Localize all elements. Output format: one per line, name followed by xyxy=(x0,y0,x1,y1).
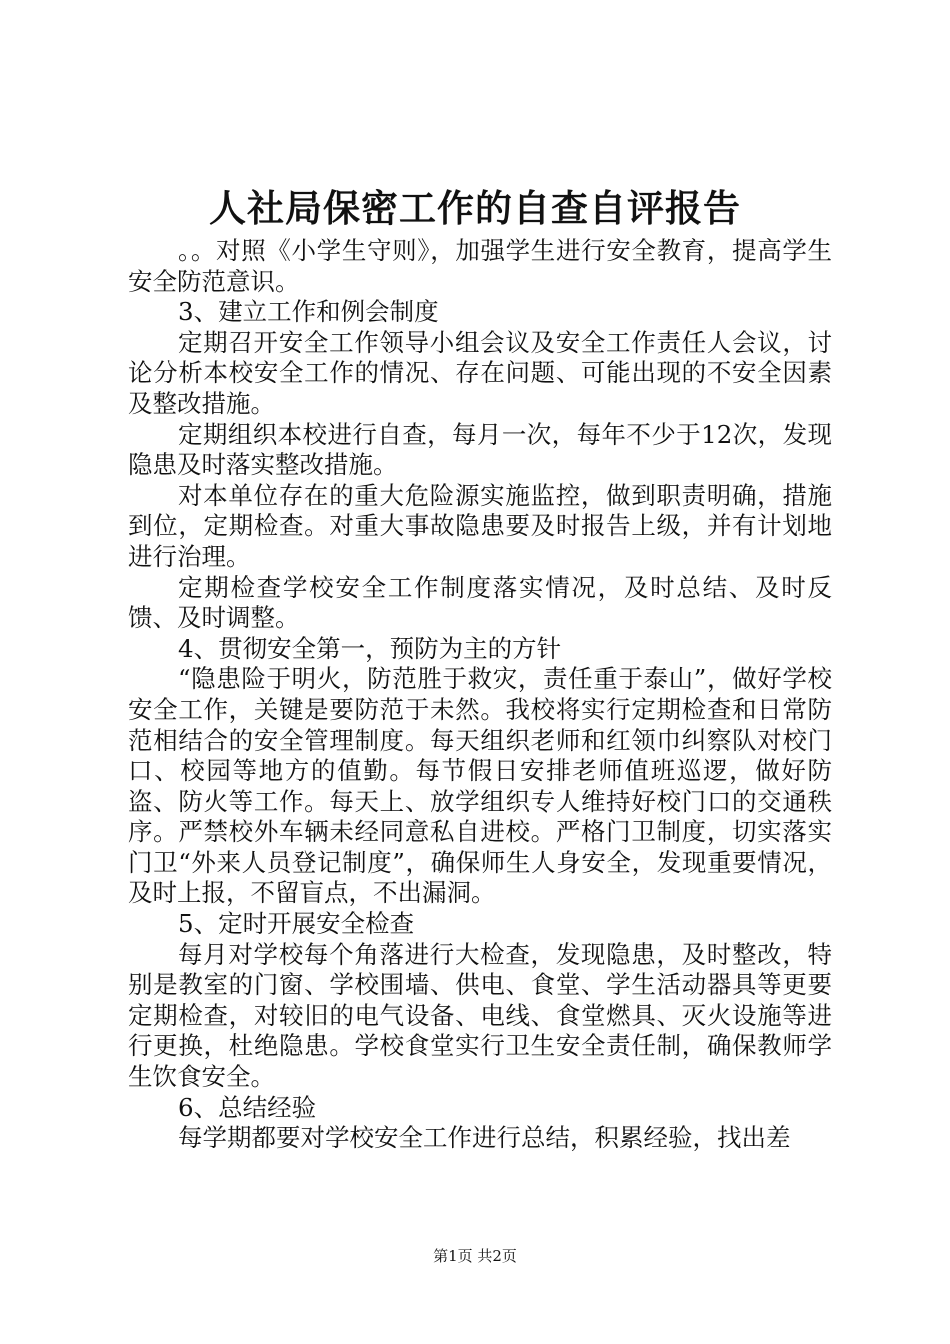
page-footer: 第1页 共2页 xyxy=(433,1247,517,1265)
paragraph: 每学期都要对学校安全工作进行总结，积累经验，找出差 xyxy=(178,1123,791,1153)
section-heading: 6、总结经验 xyxy=(178,1092,317,1122)
document-title: 人社局保密工作的自查自评报告 xyxy=(209,186,741,230)
paragraph: 。。对照《小学生守则》，加强学生进行安全教育，提高学生安全防范意识。 xyxy=(128,236,832,296)
section-heading: 3、建立工作和例会制度 xyxy=(178,297,439,327)
paragraph: 定期检查学校安全工作制度落实情况，及时总结、及时反馈、及时调整。 xyxy=(128,572,832,633)
section-heading: 4、贯彻安全第一，预防为主的方针 xyxy=(178,633,562,663)
document-body xyxy=(128,236,832,1154)
paragraph: “隐患险于明火，防范胜于救灾，责任重于泰山”，做好学校安全工作，关键是要防范于未然。我校将实行定期检查和日常防范相结合的安全管理制度。每天组织老师和红领巾纠察队对校门口、校园等地方的值勤。每节假日安排老师值班巡逻，做好防盗、防火等工作。每天上、放学组织专人维持好校门口的交通秩序。严禁校外车辆未经同意私自进校。严格门卫制度，切实落实门卫“外来人员登记制度”，确保师生人身安全，发现重要情况，及时上报，不留盲点，不出漏洞。 xyxy=(128,664,832,908)
section-heading: 5、定时开展安全检查 xyxy=(178,909,415,939)
paragraph: 每月对学校每个角落进行大检查，发现隐患，及时整改，特别是教室的门窗、学校围墙、供电、食堂、学生活动器具等更要定期检查，对较旧的电气设备、电线、食堂燃具、灭火设施等进行更换，杜绝隐患。学校食堂实行卫生安全责任制，确保教师学生饮食安全。 xyxy=(128,939,832,1092)
paragraph: 定期组织本校进行自查，每月一次，每年不少于12次，发现隐患及时落实整改措施。 xyxy=(128,419,832,480)
paragraph: 定期召开安全工作领导小组会议及安全工作责任人会议，讨论分析本校安全工作的情况、存在问题、可能出现的不安全因素及整改措施。 xyxy=(128,327,832,418)
paragraph: 对本单位存在的重大危险源实施监控，做到职责明确，措施到位，定期检查。对重大事故隐患要及时报告上级，并有计划地进行治理。 xyxy=(128,480,832,571)
